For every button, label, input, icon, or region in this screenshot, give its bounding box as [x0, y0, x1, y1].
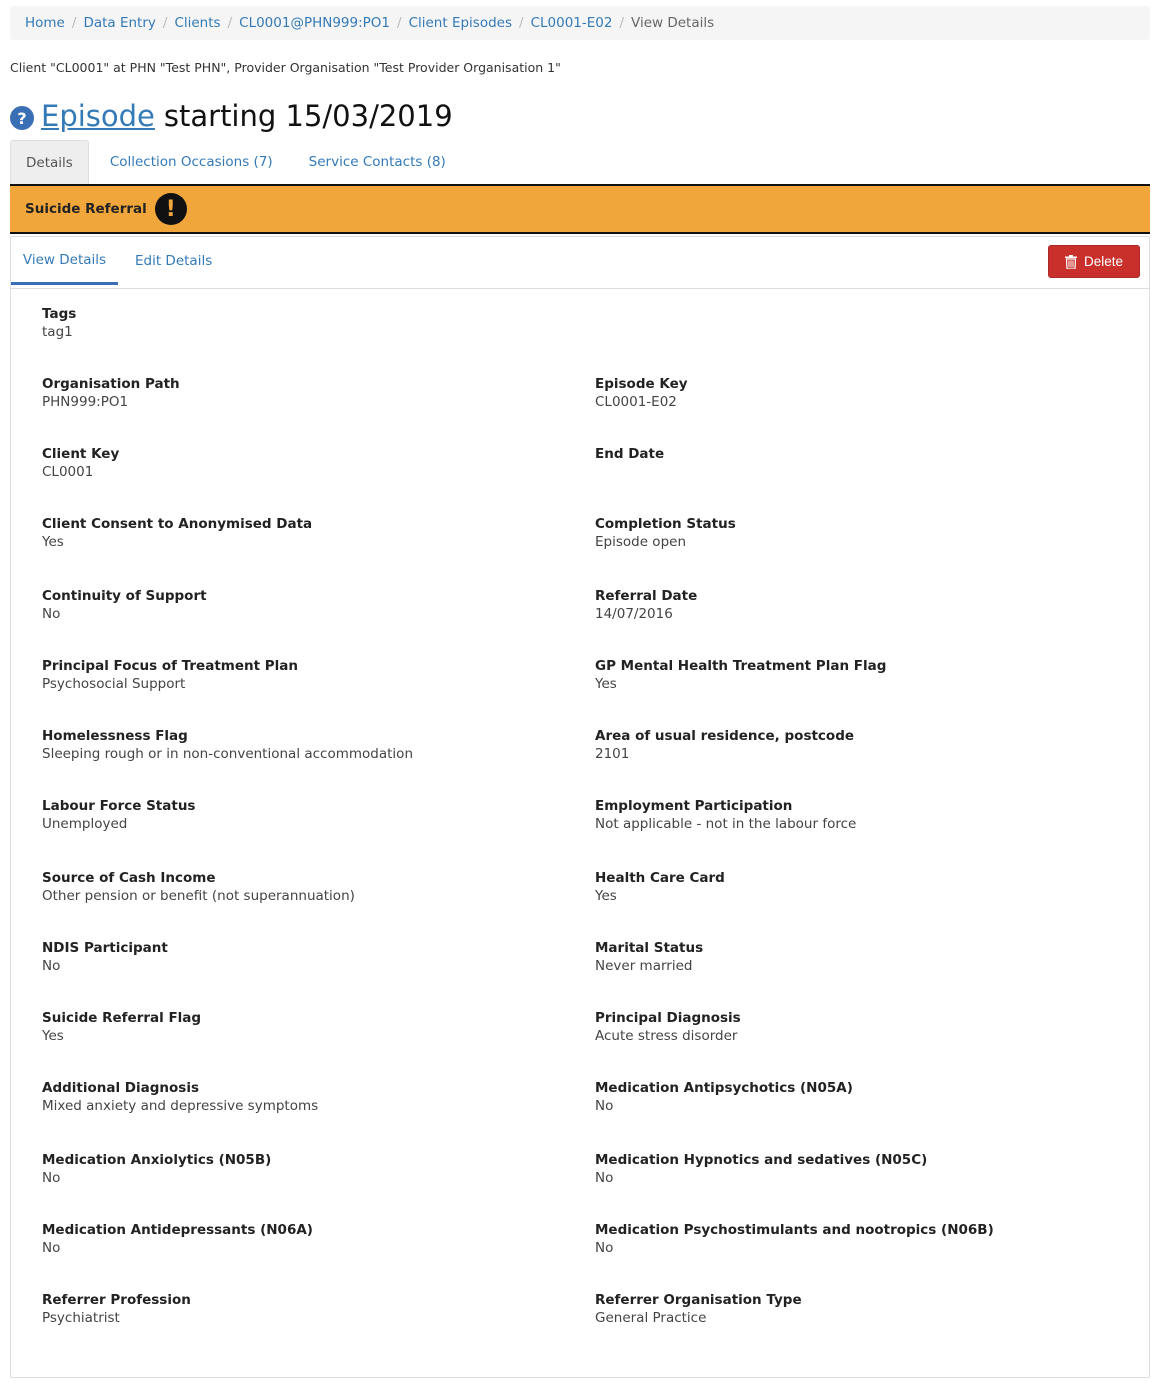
breadcrumb-data-entry[interactable]: Data Entry	[83, 15, 156, 31]
field-label: Medication Hypnotics and sedatives (N05C)	[595, 1152, 928, 1168]
help-icon[interactable]: ?	[10, 106, 34, 130]
field-homelessness-flag	[42, 727, 542, 763]
field-value: Yes	[42, 1028, 64, 1044]
field-value: No	[42, 1170, 61, 1186]
page-title-text: starting 15/03/2019	[163, 99, 453, 133]
field-label: Episode Key	[595, 376, 688, 392]
field-value: Yes	[595, 888, 617, 904]
delete-button[interactable]	[1048, 245, 1140, 278]
episode-link[interactable]: Episode	[41, 99, 155, 133]
field-referrer-org-type	[595, 1291, 1095, 1327]
tab-service-contacts[interactable]: Service Contacts (8)	[308, 154, 446, 170]
field-label: GP Mental Health Treatment Plan Flag	[595, 658, 887, 674]
field-label: End Date	[595, 446, 665, 462]
field-label: Suicide Referral Flag	[42, 1010, 202, 1026]
field-label: Medication Psychostimulants and nootropics (N06B)	[595, 1222, 994, 1238]
field-source-of-income	[42, 869, 542, 905]
field-label: Medication Anxiolytics (N05B)	[42, 1152, 272, 1168]
field-label: Tags	[42, 306, 77, 322]
field-episode-key	[595, 375, 1095, 411]
field-label: Organisation Path	[42, 376, 180, 392]
field-value: No	[42, 1240, 61, 1256]
field-completion-status	[595, 515, 1095, 551]
field-employment-participation	[595, 797, 1095, 833]
tab-details[interactable]: Details	[10, 140, 89, 184]
breadcrumb-separator: /	[519, 15, 524, 31]
field-principal-focus	[42, 657, 542, 693]
breadcrumb	[10, 6, 1150, 40]
subtab-view-details[interactable]: View Details	[11, 237, 118, 285]
field-suicide-referral-flag	[42, 1009, 542, 1045]
field-value: Episode open	[595, 534, 686, 550]
field-labour-force-status	[42, 797, 542, 833]
field-med-antidepressants	[42, 1221, 542, 1257]
breadcrumb-clients[interactable]: Clients	[174, 15, 221, 31]
field-value: No	[595, 1240, 614, 1256]
breadcrumb-separator: /	[71, 15, 77, 31]
field-referral-date	[595, 587, 1095, 623]
field-value: CL0001	[42, 464, 94, 480]
field-value: No	[595, 1098, 614, 1114]
exclamation-icon: !	[155, 193, 187, 225]
field-value: Mixed anxiety and depressive symptoms	[42, 1098, 319, 1114]
field-value: Yes	[42, 534, 64, 550]
subtab-edit-details[interactable]: Edit Details	[135, 253, 213, 269]
field-label: Principal Diagnosis	[595, 1010, 741, 1026]
field-continuity-of-support	[42, 587, 542, 623]
field-label: Referrer Profession	[42, 1292, 191, 1308]
field-label: Marital Status	[595, 940, 704, 956]
tab-collection-occasions[interactable]: Collection Occasions (7)	[109, 154, 273, 170]
breadcrumb-separator: /	[397, 15, 402, 31]
field-additional-diagnosis	[42, 1079, 542, 1115]
field-med-antipsychotics	[595, 1079, 1095, 1115]
field-label: NDIS Participant	[42, 940, 168, 956]
field-value: 2101	[595, 746, 630, 762]
field-value: tag1	[42, 324, 73, 340]
field-value: Psychiatrist	[42, 1310, 120, 1326]
alert-text: Suicide Referral	[25, 201, 147, 217]
field-value: PHN999:PO1	[42, 394, 129, 410]
field-health-care-card	[595, 869, 1095, 905]
field-label: Source of Cash Income	[42, 870, 216, 886]
field-gp-mental-health-flag	[595, 657, 1095, 693]
field-value: No	[595, 1170, 614, 1186]
breadcrumb-current: View Details	[631, 15, 715, 31]
breadcrumb-client[interactable]: CL0001@PHN999:PO1	[239, 15, 391, 31]
field-value: Yes	[595, 676, 617, 692]
field-value: Acute stress disorder	[595, 1028, 738, 1044]
trash-icon	[1065, 255, 1077, 269]
breadcrumb-episode[interactable]: CL0001-E02	[530, 15, 613, 31]
field-med-anxiolytics	[42, 1151, 542, 1187]
field-value: Unemployed	[42, 816, 128, 832]
breadcrumb-separator: /	[619, 15, 625, 31]
field-value: Never married	[595, 958, 693, 974]
field-value: No	[42, 606, 61, 622]
field-value: CL0001-E02	[595, 394, 677, 410]
field-label: Referral Date	[595, 588, 698, 604]
field-referrer-profession	[42, 1291, 542, 1327]
field-client-key	[42, 445, 542, 481]
field-value: Other pension or benefit (not superannuation)	[42, 888, 355, 904]
breadcrumb-separator: /	[227, 15, 233, 31]
field-label: Completion Status	[595, 516, 736, 532]
field-marital-status	[595, 939, 1095, 975]
details-panel	[10, 236, 1150, 1378]
field-organisation-path	[42, 375, 542, 411]
episode-tabs	[10, 140, 1150, 186]
field-label: Labour Force Status	[42, 798, 196, 814]
field-value: No	[42, 958, 61, 974]
field-value: Psychosocial Support	[42, 676, 186, 692]
field-value: Sleeping rough or in non-conventional accommodation	[42, 746, 413, 762]
page-title	[10, 96, 453, 136]
field-label: Continuity of Support	[42, 588, 207, 604]
field-label: Area of usual residence, postcode	[595, 728, 855, 744]
field-client-consent	[42, 515, 542, 551]
field-med-hypnotics	[595, 1151, 1095, 1187]
field-tags	[42, 305, 542, 341]
field-label: Homelessness Flag	[42, 728, 188, 744]
field-label: Client Consent to Anonymised Data	[42, 516, 313, 532]
field-label: Health Care Card	[595, 870, 725, 886]
breadcrumb-client-episodes[interactable]: Client Episodes	[408, 15, 513, 31]
field-value: 14/07/2016	[595, 606, 673, 622]
field-principal-diagnosis	[595, 1009, 1095, 1045]
details-subtabs	[11, 237, 1149, 289]
field-value: General Practice	[595, 1310, 707, 1326]
breadcrumb-separator: /	[162, 15, 168, 31]
breadcrumb-home[interactable]: Home	[25, 15, 65, 31]
suicide-referral-alert	[10, 186, 1150, 234]
client-context-line: Client "CL0001" at PHN "Test PHN", Provider Organisation "Test Provider Organisation 1"	[10, 60, 561, 75]
field-ndis-participant	[42, 939, 542, 975]
field-label: Medication Antipsychotics (N05A)	[595, 1080, 853, 1096]
field-label: Medication Antidepressants (N06A)	[42, 1222, 313, 1238]
delete-button-label: Delete	[1083, 254, 1124, 269]
field-label: Client Key	[42, 446, 120, 462]
field-label: Referrer Organisation Type	[595, 1292, 802, 1308]
field-med-psychostimulants	[595, 1221, 1095, 1257]
field-area-postcode	[595, 727, 1095, 763]
field-value: Not applicable - not in the labour force	[595, 816, 857, 832]
field-label: Employment Participation	[595, 798, 793, 814]
field-label: Principal Focus of Treatment Plan	[42, 658, 298, 674]
field-label: Additional Diagnosis	[42, 1080, 199, 1096]
field-end-date	[595, 445, 1095, 463]
